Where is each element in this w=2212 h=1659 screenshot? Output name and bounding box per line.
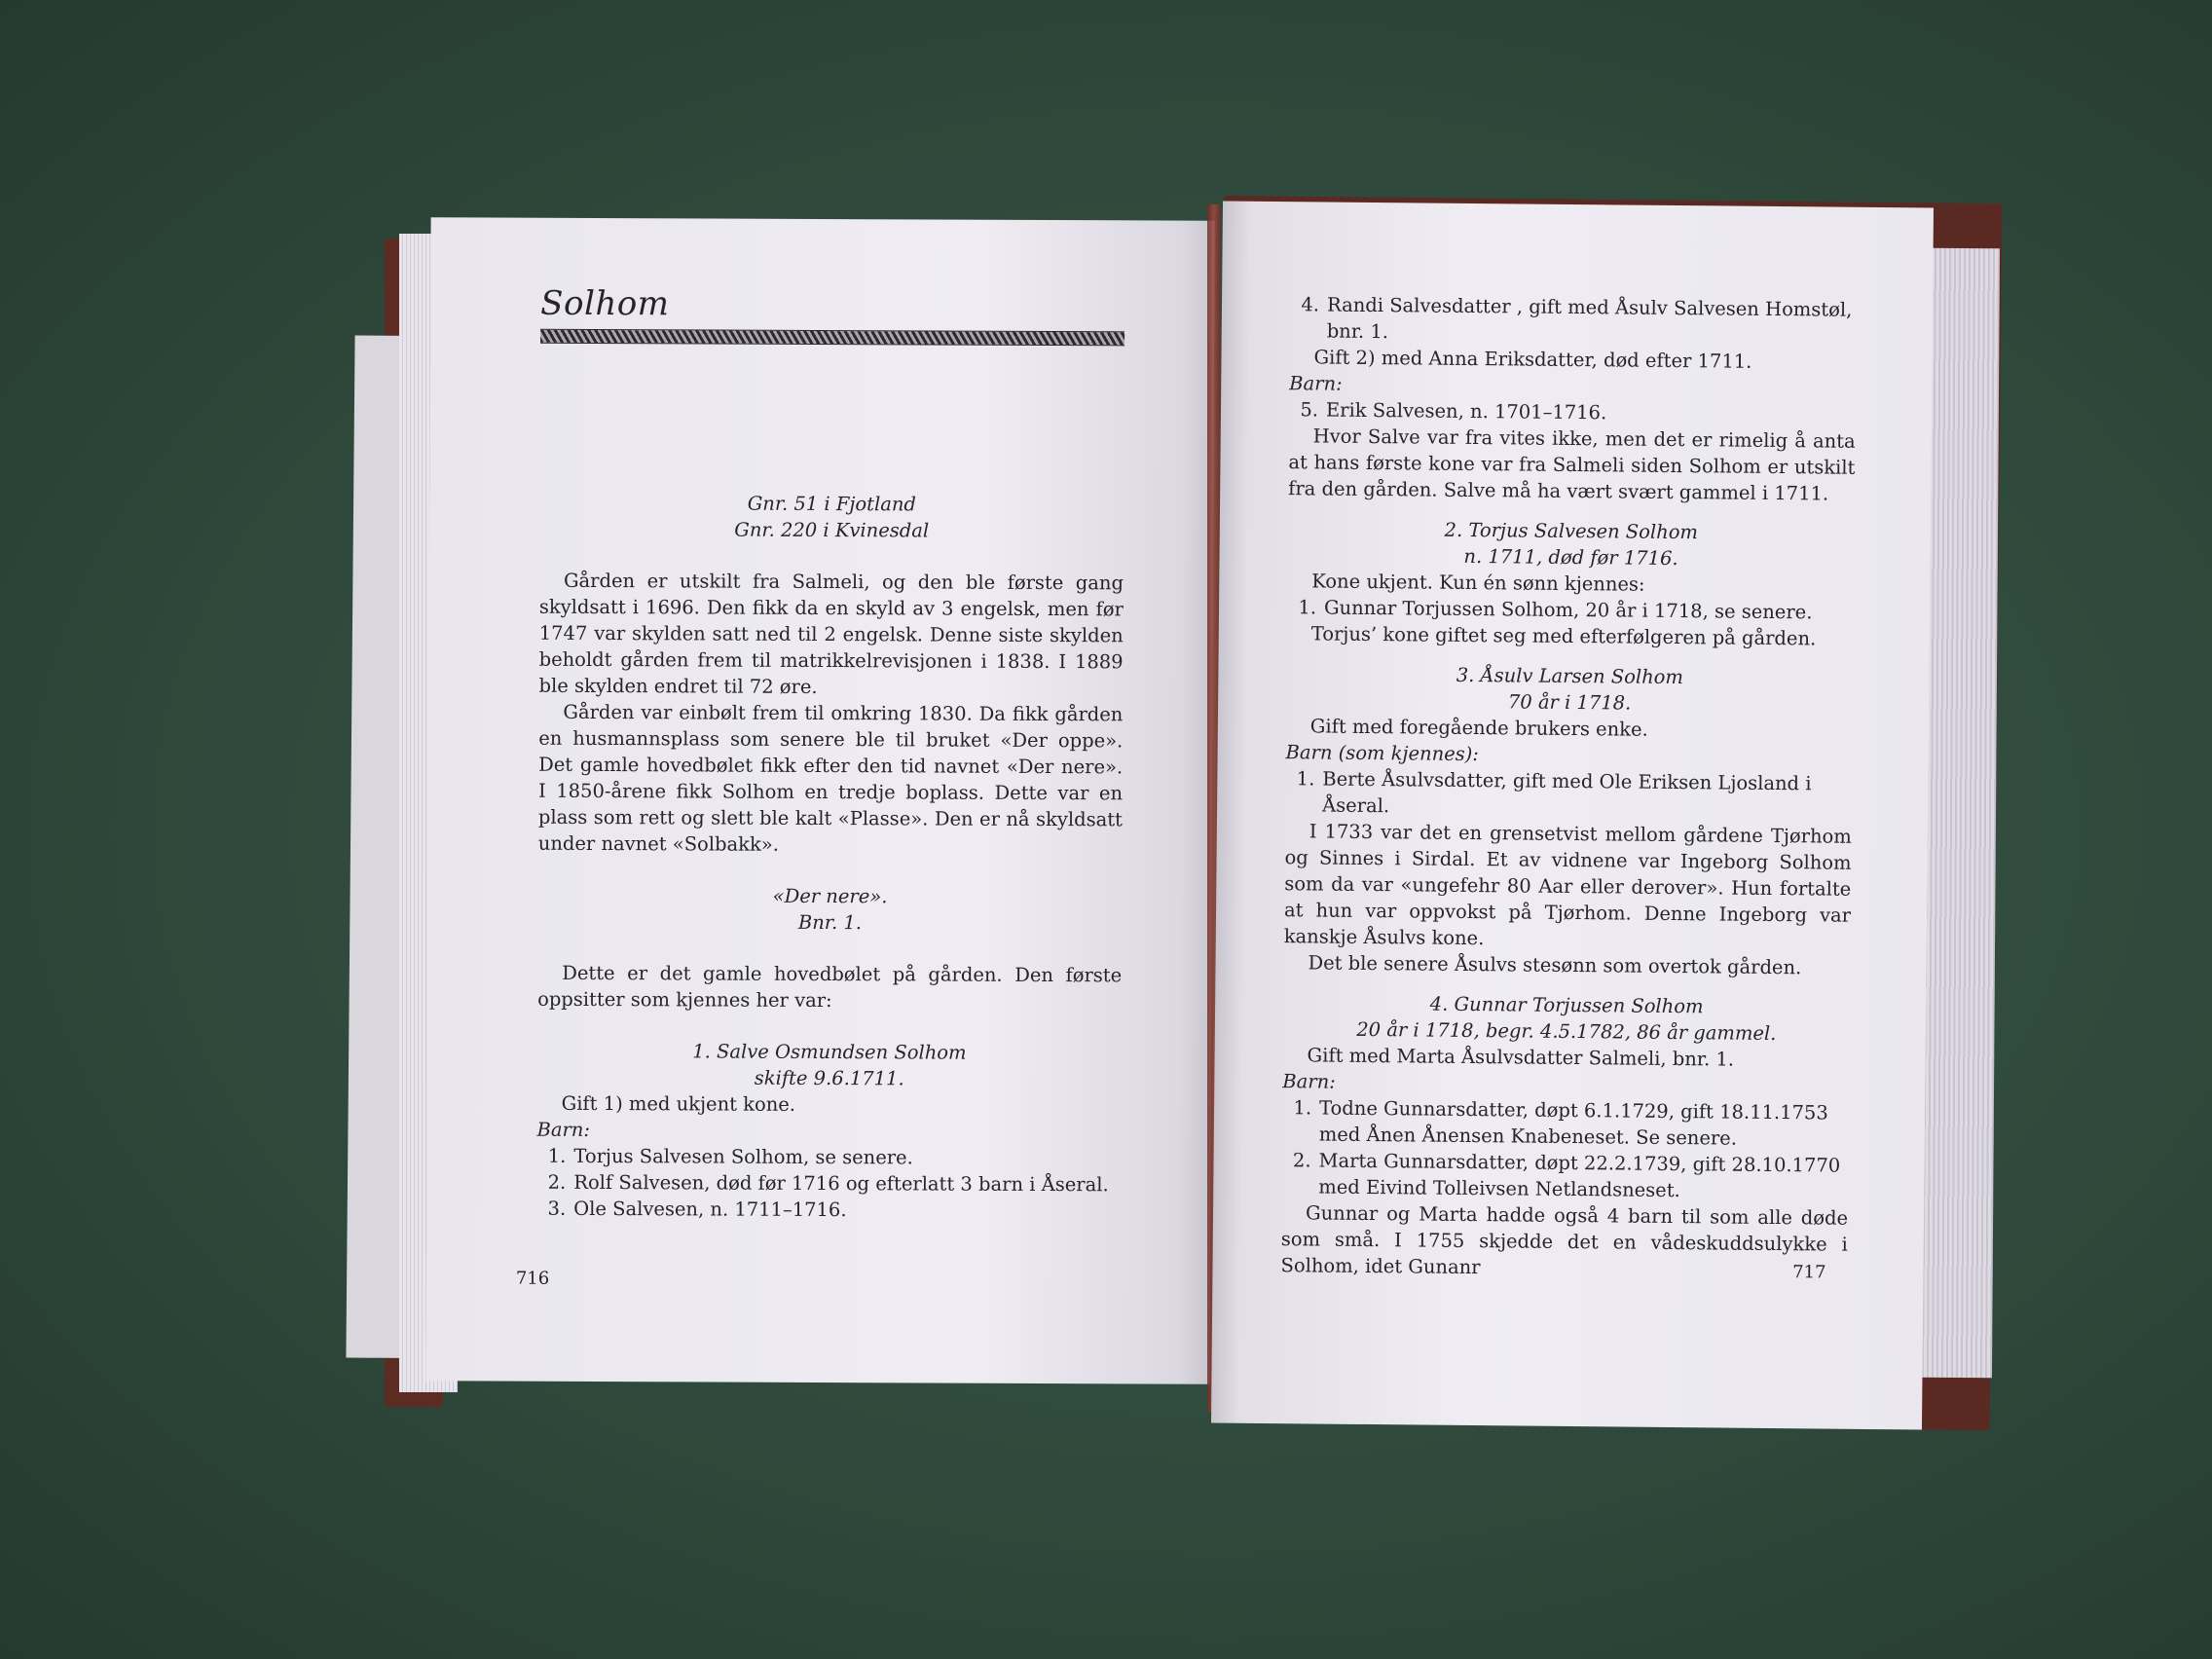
list-number: 4. <box>1301 293 1320 316</box>
list-text: Gunnar Torjussen Solhom, 20 år i 1718, se senere. <box>1323 596 1813 624</box>
list-text: Todne Gunnarsdatter, døpt 6.1.1729, gift 18.11.1753 med Ånen Ånensen Knabeneset. Se senere. <box>1318 1096 1828 1150</box>
person-dates: skifte 9.6.1711. <box>754 1066 904 1090</box>
list-text: Ole Salvesen, n. 1711–1716. <box>573 1197 847 1222</box>
paragraph: Gården er utskilt fra Salmeli, og den ble første gang skyldsatt i 1696. Den fikk da en skyld av 3 engelsk, men før 1747 var skylden satt ned til 2 engelsk. Denne siste skylden beholdt gården frem til matrikkelrevisjonen i 1838. I 1889 ble skylden endret til 72 øre. <box>538 569 1124 698</box>
list-number: 1. <box>1296 767 1315 791</box>
page-number-right: 717 <box>1792 1262 1826 1283</box>
marriage-line: Gift 1) med ukjent kone. <box>561 1091 796 1116</box>
list-number: 2. <box>547 1170 567 1194</box>
person-dates: 20 år i 1718, begr. 4.5.1782, 86 år gammel. <box>1356 1017 1777 1046</box>
person-heading: 1. Salve Osmundsen Solhom <box>692 1040 967 1064</box>
list-item <box>1290 291 1857 350</box>
children-label: Barn: <box>1289 372 1343 395</box>
children-label: Barn (som kjennes): <box>1285 741 1480 766</box>
list-item <box>1285 765 1852 824</box>
paragraph: Gården var einbølt frem til omkring 1830. Da fikk gården en husmannsplass som senere ble til bruket «Der oppe». Det gamle hovedbølet fikk efter den tid navnet «Der nere». I 1850-årene fikk Solhom en tredje boplass. Dette var en plass som rett og slett ble kalt «Plasse». Den er nå skyldsatt under navnet «Solbakk». <box>537 700 1124 856</box>
person-heading: 3. Åsulv Larsen Solhom <box>1456 663 1684 689</box>
title-ornament-rule <box>540 329 1124 347</box>
person-heading: 2. Torjus Salvesen Solhom <box>1444 518 1699 544</box>
page-number-left: 716 <box>515 1268 550 1289</box>
subheading-line-2: Bnr. 1. <box>797 910 863 935</box>
list-number: 5. <box>1300 398 1319 422</box>
paragraph: I 1733 var det en grensetvist mellom gårdene Tjørhom og Sinnes i Sirdal. Et av vidnene var Ingeborg Solhom som da var «ungefehr 80 Aar eller derover». Hun fortalte at hun var oppvokst på Tjørhom. Denne Ingeborg var kanskje Åsulvs kone. <box>1283 820 1852 950</box>
list-text: Marta Gunnarsdatter, døpt 22.2.1739, gift 28.10.1770 med Eivind Tolleivsen Netlandsneset. <box>1318 1149 1841 1202</box>
list-item <box>536 1169 1121 1198</box>
list-item <box>536 1196 1121 1225</box>
list-number: 2. <box>1292 1149 1311 1172</box>
paragraph: Dette er det gamle hovedbølet på gården. Den første oppsitter som kjennes her var: <box>537 961 1123 1013</box>
heading-line-1: Gnr. 51 i Fjotland <box>747 492 916 516</box>
paragraph: Det ble senere Åsulvs stesønn som overtok gården. <box>1308 951 1802 979</box>
list-item <box>1281 1147 1848 1205</box>
list-number: 3. <box>547 1197 567 1220</box>
list-item <box>1282 1094 1849 1153</box>
list-number: 1. <box>1298 596 1317 619</box>
children-label: Barn: <box>1282 1070 1336 1093</box>
list-text: Torjus Salvesen Solhom, se senere. <box>573 1144 913 1169</box>
list-number: 1. <box>1293 1096 1312 1120</box>
person-heading: 4. Gunnar Torjussen Solhom <box>1429 992 1704 1018</box>
marriage-line: Gift 2) med Anna Eriksdatter, død efter 1711. <box>1313 346 1752 373</box>
person-dates: n. 1711, død før 1716. <box>1463 544 1678 571</box>
right-page <box>1211 202 1934 1430</box>
person-dates: 70 år i 1718. <box>1507 690 1632 715</box>
paragraph: Kone ukjent. Kun én sønn kjennes: <box>1311 570 1645 596</box>
children-label: Barn: <box>536 1118 590 1141</box>
heading-line-2: Gnr. 220 i Kvinesdal <box>734 518 930 542</box>
list-text: Berte Åsulvsdatter, gift med Ole Eriksen Ljosland i Åseral. <box>1321 767 1812 818</box>
subheading-line-1: «Der nere». <box>772 884 888 908</box>
marriage-line: Gift med Marta Åsulvsdatter Salmeli, bnr. 1. <box>1307 1044 1735 1071</box>
left-page <box>425 217 1214 1384</box>
paragraph: Torjus’ kone giftet seg med efterfølgeren på gården. <box>1310 622 1817 650</box>
chapter-title: Solhom <box>540 283 670 324</box>
list-text: Erik Salvesen, n. 1701–1716. <box>1325 398 1607 424</box>
list-number: 1. <box>547 1144 567 1167</box>
marriage-line: Gift med foregående brukers enke. <box>1309 715 1648 741</box>
list-text: Randi Salvesdatter , gift med Åsulv Salvesen Homstøl, bnr. 1. <box>1326 293 1853 344</box>
list-item <box>536 1143 1121 1172</box>
paragraph: Hvor Salve var fra vites ikke, men det er rimelig å anta at hans første kone var fra Salmeli siden Solhom er utskilt fra den gården. Salve må ha vært svært gammel i 1711. <box>1288 424 1856 505</box>
list-text: Rolf Salvesen, død før 1716 og efterlatt 3 barn i Åseral. <box>573 1170 1109 1197</box>
paragraph: Gunnar og Marta hadde også 4 barn til som alle døde som små. I 1755 skjedde det en vådeskuddsulykke i Solhom, idet Gunanr <box>1280 1201 1849 1279</box>
